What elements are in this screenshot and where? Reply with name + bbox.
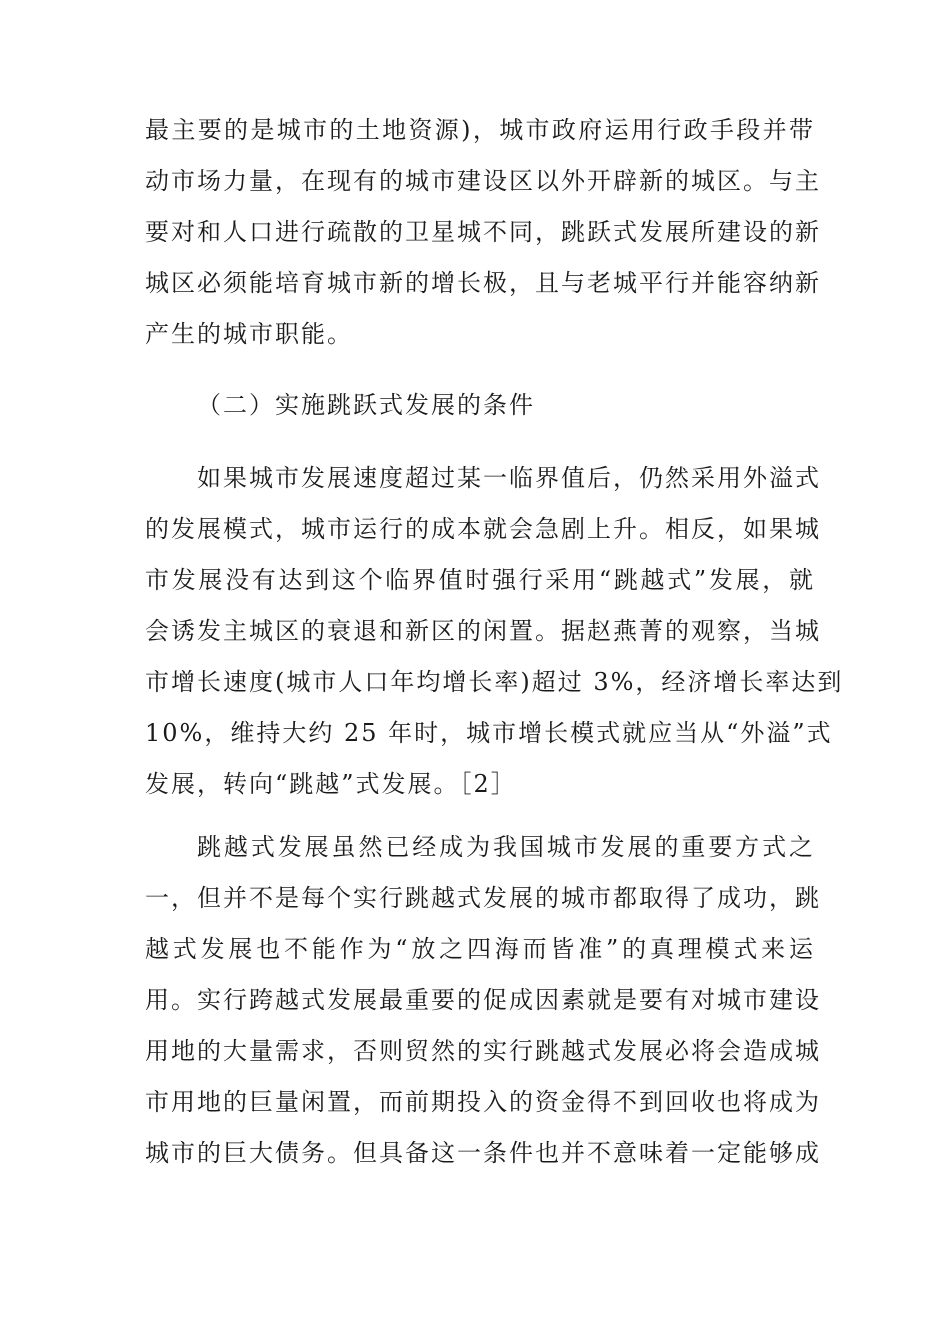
- paragraph-line: 动市场力量，在现有的城市建设区以外开辟新的城区。与主: [145, 167, 821, 195]
- paragraph-line: 城区必须能培育城市新的增长极，且与老城平行并能容纳新: [145, 269, 821, 297]
- paragraph-line: 市增长速度(城市人口年均增长率)超过 3%，经济增长率达到: [145, 668, 844, 696]
- paragraph-line: 用。实行跨越式发展最重要的促成因素就是要有对城市建设: [145, 986, 821, 1014]
- paragraph-line: 城市的巨大债务。但具备这一条件也并不意味着一定能够成: [145, 1139, 821, 1167]
- paragraph-line: 的发展模式，城市运行的成本就会急剧上升。相反，如果城: [145, 515, 821, 543]
- paragraph-line: 一，但并不是每个实行跳越式发展的城市都取得了成功，跳: [145, 884, 821, 912]
- paragraph-line: 最主要的是城市的土地资源)，城市政府运用行政手段并带: [145, 116, 815, 144]
- paragraph-line: 用地的大量需求，否则贸然的实行跳越式发展必将会造成城: [145, 1037, 821, 1065]
- paragraph-line: 市发展没有达到这个临界值时强行采用“跳越式”发展，就: [145, 566, 815, 594]
- paragraph-line: 越式发展也不能作为“放之四海而皆准”的真理模式来运: [145, 935, 815, 963]
- paragraph-line: 发展，转向“跳越”式发展。［2］: [145, 770, 517, 798]
- paragraph-line: 市用地的巨量闲置，而前期投入的资金得不到回收也将成为: [145, 1088, 821, 1116]
- paragraph-line: 要对和人口进行疏散的卫星城不同，跳跃式发展所建设的新: [145, 218, 821, 246]
- paragraph-line: 10%，维持大约 25 年时，城市增长模式就应当从“外溢”式: [145, 719, 833, 747]
- paragraph-line: 产生的城市职能。: [145, 320, 353, 348]
- paragraph-line: 会诱发主城区的衰退和新区的闲置。据赵燕菁的观察，当城: [145, 617, 821, 645]
- paragraph-line: 如果城市发展速度超过某一临界值后，仍然采用外溢式: [197, 464, 821, 492]
- paragraph-conditions: [145, 453, 844, 810]
- section-heading-text: （二）实施跳跃式发展的条件: [197, 391, 535, 419]
- paragraph-line: 跳越式发展虽然已经成为我国城市发展的重要方式之: [197, 833, 815, 861]
- paragraph-analysis: [145, 822, 821, 1179]
- section-heading: [145, 380, 815, 431]
- paragraph-continuation: [145, 105, 821, 360]
